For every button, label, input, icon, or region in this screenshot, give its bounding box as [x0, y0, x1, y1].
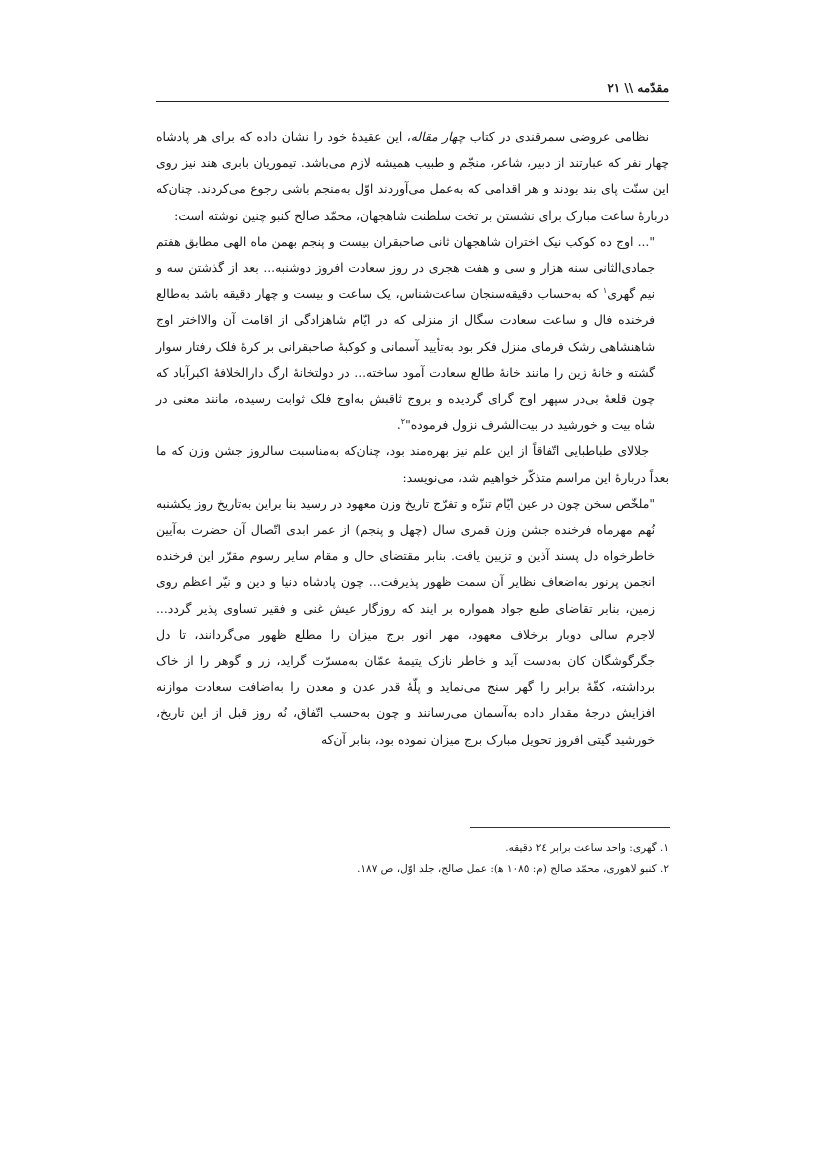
- footnotes: [156, 838, 669, 880]
- paragraph-1: [156, 124, 669, 229]
- paragraph-2: جلالای طباطبایی اتّفاقاً از این علم نیز بهره‌مند بود، چنان‌که به‌مناسبت سالروز جشن وزن که ما بعداً دربارهٔ این مراسم متذکّر خواهیم شد، می‌نویسد:: [156, 444, 669, 485]
- running-head: مقدّمه \\ ٢١: [607, 81, 669, 95]
- footnote-ref-1[interactable]: ١: [602, 286, 608, 296]
- header-rule: [156, 101, 669, 102]
- main-text: [156, 124, 669, 753]
- book-title: چهار مقاله: [410, 130, 466, 144]
- paragraph-1-part-2: ، این عقیدهٔ خود را نشان داده که برای هر پادشاه چهار نفر که عبارتند از دبیر، شاعر، منجّم و طبیب همیشه لازم می‌باشد. تیموریان بابری هند نیز روی این سنّت پای بند بودند و هر اقدامی که به‌عمل می‌آوردند اوّل به‌منجم باشی رجوع می‌کردند. چنان‌که دربارهٔ ساعت مبارک برای نشستن بر تخت سلطنت شاهجهان، محمّد صالح کنبو چنین نوشته است:: [156, 130, 669, 223]
- quote-1-part-1: "... اوج ده کوکب نیک اختران شاهجهان ثانی صاحبقران بیست و پنجم بهمن ماه الهی مطابق هفتم جمادی‌الثانی سنه هزار و سی و هفت هجری در روز سعادت افروز دوشنبه... بعد از گذشتن سه و نیم گهری: [156, 234, 655, 302]
- page-body: [156, 78, 669, 753]
- quote-1-part-2: که به‌حساب دقیقه‌سنجان ساعت‌شناس، یک ساعت و بیست و چهار دقیقه باشد به‌طالع فرخنده فال و ساعت سعادت سگال از منزلی که در ایّام شاهزادگی از اقامت آن والااختر اوج شاهنشاهی رشک فرمای منزل فکر بود به‌تأیید آسمانی و کوکبهٔ صاحبقرانی بر کرهٔ فلک رفتار سوار گشته و خانهٔ زین را مانند خانهٔ طالع سعادت آمود ساخته... در دولتخانهٔ ارگ دارالخلافهٔ اکبرآباد که چون قلعهٔ بی‌در سپهر اوج گرای گردیده و بروج ثاقبش به‌اوج فلک ثوابت رسیده، مانند معنی در شاه بیت و خورشید در بیت‌الشرف نزول فرموده": [156, 287, 655, 433]
- paragraph-1-part-1: نظامی عروضی سمرقندی در کتاب: [465, 130, 649, 144]
- quote-2: "ملخّص سخن چون در عین ایّام تنزّه و تفرّج تاریخ وزن معهود در رسید بنا براین به‌تاریخ روز یکشنبه نُهم مهرماه فرخنده جشن وزن قمری سال (چهل و پنجم) از عمر ابدی اتّصال آن حضرت به‌آیین خاطرخواه دل پسند آذین و تزیین یافت. بنابر مقتضای حال و مقام سایر رسوم مقرّر این فرخنده انجمن پرنور به‌اضعاف نظایر آن سمت ظهور پذیرفت... چون پادشاه دنیا و دین و نیّر اعظم روی زمین، بنابر تقاضای طبع جواد همواره بر ایند که روزگار عیش غنی و فقیر تساوی پذیر گردد... لاجرم سالی دوبار برخلاف معهود، مهر انور برج میزان را مطلع ظهور می‌گردانند، تا دل جگرگوشگان کان به‌دست آید و خاطر نازک یتیمهٔ عمّان به‌مسرّت گراید، زر و گوهر را از خاک برداشته، کفّهٔ برابر را گهر سنج می‌نماید و پلّهٔ قدر عدن و معدن را به‌اضافت سعادت موازنه افزایش درجهٔ مقدار داده به‌آسمان می‌رسانند و چون به‌حسب اتّفاق، نُه روز قبل از این تاریخ، خورشید گیتی افروز تحویل مبارک برج میزان نموده بود، بنابر آن‌که: [156, 496, 655, 747]
- quote-1-end: .: [396, 418, 401, 433]
- quote-1: [156, 229, 655, 439]
- footnote-ref-2[interactable]: ٢: [400, 417, 406, 427]
- footnote-2: ٢. کنبو لاهوری، محمّد صالح (م: ١٠٨٥ ﻫ): عمل صالح، جلد اوّل، ص ١٨٧.: [357, 863, 669, 875]
- footnote-rule: [470, 827, 670, 828]
- footnote-1: ١. گهری: واحد ساعت برابر ٢٤ دقیقه.: [505, 842, 669, 854]
